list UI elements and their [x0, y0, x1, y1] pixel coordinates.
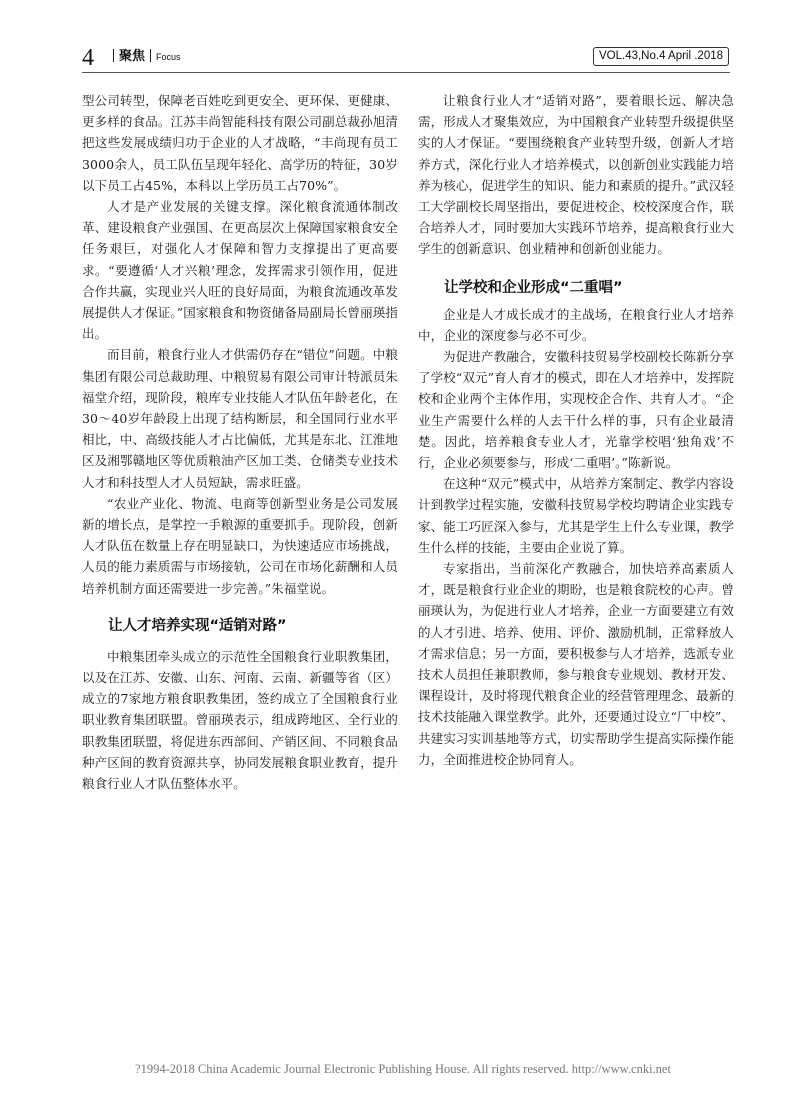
page-number: 4	[82, 45, 94, 71]
paragraph: 让粮食行业人才“适销对路”，要着眼长远、解决急需，形成人才聚集效应，为中国粮食产业转型升级提供坚实的人才保证。“要围绕粮食产业转型升级，创新人才培养方式，深化行业人才培养模式，以创新创业实践能力培养为核心，促进学生的知识、能力和素质的提升。”武汉轻工大学副校长周坚指出，要促进校企、校校深度合作，联合培养人才，同时要加大实践环节培养，提高粮食行业大学生的创新意识、创业精神和创新创业能力。	[418, 93, 734, 257]
section-label	[108, 49, 181, 65]
section-heading: 让学校和企业形成“二重唱”	[444, 279, 623, 296]
issue-badge: VOL.43,No.4 April .2018	[593, 47, 729, 66]
paragraph: 在这种“双元”模式中，从培养方案制定、教学内容设计到教学过程实施，安徽科技贸易学校均聘请企业实践专家、能工巧匠深入参与，尤其是学生上什么专业课，教学生什么样的技能，主要由企业说了算。	[418, 476, 734, 555]
divider	[150, 49, 151, 62]
paragraph: 人才是产业发展的关键支撑。深化粮食流通体制改革、建设粮食产业强国、在更高层次上保障国家粮食安全任务艰巨，对强化人才保障和智力支撑提出了更高要求。“要遵循‘人才兴粮’理念，发挥需求引领作用，促进合作共赢，实现业兴人旺的良好局面，为粮食流通改革发展提供人才保证。”国家粮食和物资储备局副局长曾丽瑛指出。	[82, 199, 398, 342]
paragraph: 而目前，粮食行业人才供需仍存在“错位”问题。中粮集团有限公司总裁助理、中粮贸易有限公司审计特派员朱福堂介绍，现阶段，粮库专业技能人才队伍年龄老化，在30～40岁年龄段上出现了结构断层，和全国同行业水平相比，中、高级技能人才占比偏低，尤其是东北、江淮地区及湘鄂赣地区等优质粮油产区加工类、仓储类专业技术人才和科技型人才人员短缺，需求旺盛。	[82, 347, 398, 490]
divider	[113, 49, 114, 62]
right-column	[418, 90, 734, 770]
header-rule	[82, 72, 730, 73]
paragraph: 专家指出，当前深化产教融合，加快培养高素质人才，既是粮食行业企业的期盼，也是粮食院校的心声。曾丽瑛认为，为促进行业人才培养，企业一方面要建立有效的人才引进、培养、使用、评价、激励机制，正常释放人才需求信息；另一方面，要积极参与人才培养，选派专业技术人员担任兼职教师，参与粮食专业规划、教材开发、课程设计，及时将现代粮食企业的经营管理理念、最新的技术技能融入课堂教学。此外，还要通过设立“厂中校”、共建实习实训基地等方式，切实帮助学生提高实际操作能力，全面推进校企协同育人。	[418, 561, 734, 767]
copyright-footer: ?1994-2018 China Academic Journal Electronic Publishing House. All rights reserved. http://www.cnki.net	[135, 1062, 671, 1076]
paragraph: 型公司转型，保障老百姓吃到更安全、更环保、更健康、更多样的食品。江苏丰尚智能科技有限公司副总裁孙旭清把这些发展成绩归功于企业的人才战略，“丰尚现有员工3000余人，员工队伍呈现年轻化、高学历的特征，30岁以下员工占45%，本科以上学历员工占70%”。	[82, 93, 398, 193]
section-label-cn: 聚焦	[119, 49, 146, 64]
paragraph: 中粮集团牵头成立的示范性全国粮食行业职教集团，以及在江苏、安徽、山东、河南、云南、新疆等省（区）成立的7家地方粮食职教集团，签约成立了全国粮食行业职业教育集团联盟。曾丽瑛表示，组成跨地区、全行业的职教集团联盟，将促进东西部间、产销区间、不同粮食品种产区间的教育资源共享，协同发展粮食职业教育，提升粮食行业人才队伍整体水平。	[82, 648, 398, 792]
section-label-en: Focus	[156, 52, 181, 62]
paragraph: 企业是人才成长成才的主战场，在粮食行业人才培养中，企业的深度参与必不可少。	[418, 306, 734, 343]
paragraph: “农业产业化、物流、电商等创新型业务是公司发展新的增长点，是掌控一手粮源的重要抓手。现阶段，创新人才队伍在数量上存在明显缺口，为快速适应市场挑战，人员的能力素质需与市场接轨，公司在市场化薪酬和人员培养机制方面还需要进一步完善。”朱福堂说。	[82, 495, 398, 596]
section-heading: 让人才培养实现“适销对路”	[108, 617, 287, 634]
paragraph: 为促进产教融合，安徽科技贸易学校副校长陈新分享了学校“双元”育人育才的模式，即在人才培养中，发挥院校和企业两个主体作用，实现校企合作、共育人才。“企业生产需要什么样的人去干什么样的事，只有企业最清楚。因此，培养粮食专业人才，光靠学校唱‘独角戏’不行，企业必须要参与，形成‘二重唱’。”陈新说。	[418, 349, 734, 471]
left-column	[82, 90, 398, 794]
